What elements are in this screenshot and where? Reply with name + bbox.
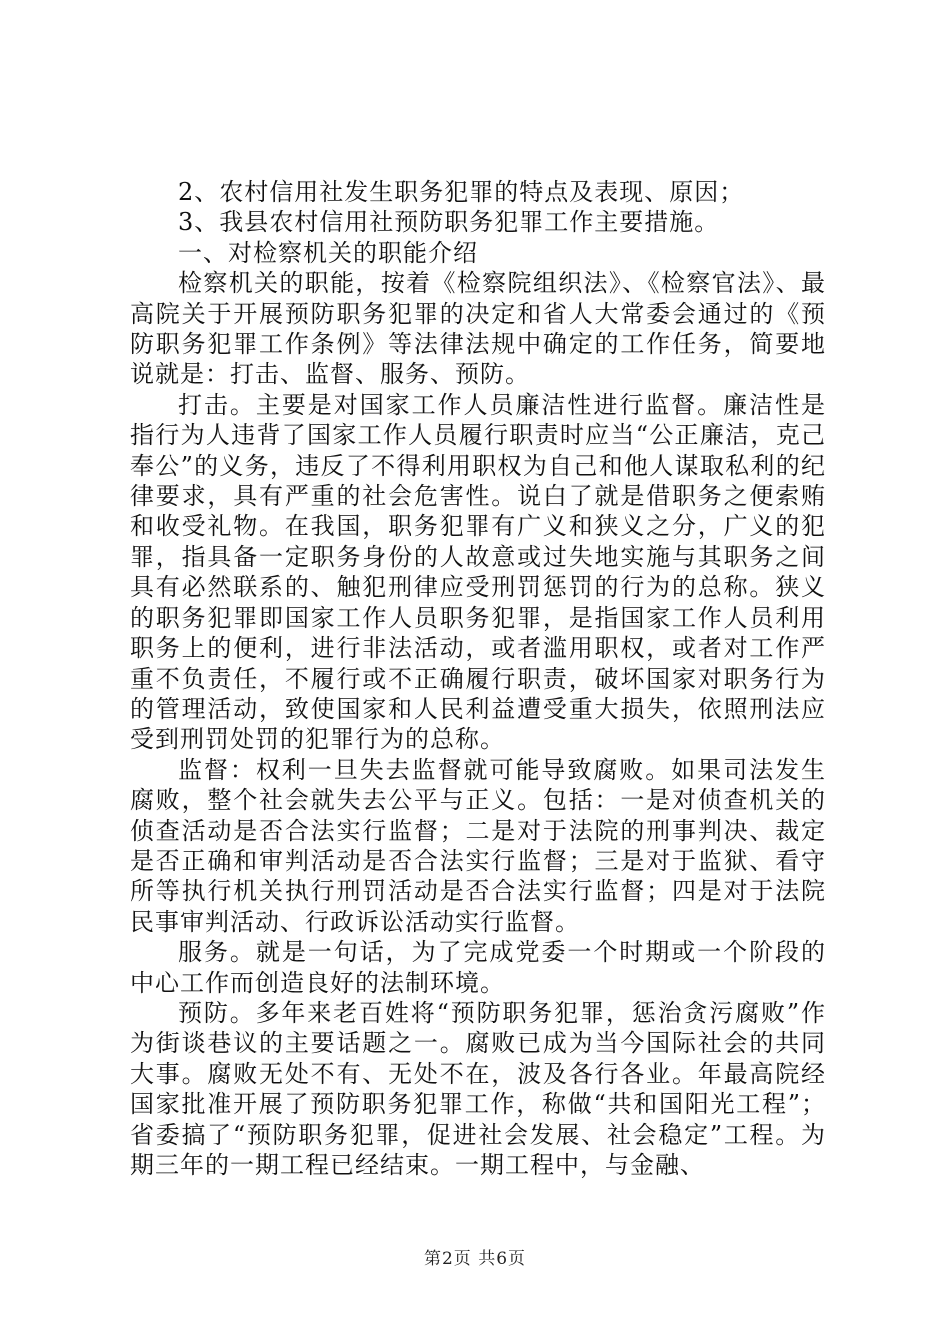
paragraph-item-3: 3、我县农村信用社预防职务犯罪工作主要措施。	[178, 208, 720, 237]
section-heading-1: 一、对检察机关的职能介绍	[178, 238, 478, 267]
page-number: 第2页 共6页	[423, 1249, 527, 1269]
paragraph-strike: 打击。主要是对国家工作人员廉洁性进行监督。廉洁性是指行为人违背了国家工作人员履行职责时应当“公正廉洁，克己奉公”的义务，违反了不得利用职权为自己和他人谋取私利的纪律要求，具有严重的社会危害性。说白了就是借职务之便索贿和收受礼物。在我国，职务犯罪有广义和狭义之分，广义的犯罪，指具备一定职务身份的人故意或过失地实施与其职务之间具有必然联系的、触犯刑律应受刑罚惩罚的行为的总称。狭义的职务犯罪即国家工作人员职务犯罪，是指国家工作人员利用职务上的便利，进行非法活动，或者滥用职权，或者对工作严重不负责任，不履行或不正确履行职责，破坏国家对职务行为的管理活动，致使国家和人民利益遭受重大损失，依照刑法应受到刑罚处罚的犯罪行为的总称。	[130, 390, 826, 754]
document-body	[130, 177, 826, 1180]
paragraph-item-2: 2、农村信用社发生职务犯罪的特点及表现、原因；	[178, 178, 745, 206]
paragraph-supervision: 监督：权利一旦失去监督就可能导致腐败。如果司法发生腐败，整个社会就失去公平与正义。包括：一是对侦查机关的侦查活动是否合法实行监督；二是对于法院的刑事判决、裁定是否正确和审判活动是否合法实行监督；三是对于监狱、看守所等执行机关执行刑罚活动是否合法实行监督；四是对于法院民事审判活动、行政诉讼活动实行监督。	[130, 755, 826, 936]
paragraph-functions-intro: 检察机关的职能，按着《检察院组织法》、《检察官法》、最高院关于开展预防职务犯罪的决定和省人大常委会通过的《预防职务犯罪工作条例》等法律法规中确定的工作任务，简要地说就是：打击、监督、服务、预防。	[130, 269, 826, 389]
paragraph-prevention: 预防。多年来老百姓将“预防职务犯罪，惩治贪污腐败”作为街谈巷议的主要话题之一。腐败已成为当今国际社会的共同大事。腐败无处不有、无处不在，波及各行各业。年最高院经国家批准开展了预防职务犯罪工作，称做“共和国阳光工程”；省委搞了“预防职务犯罪，促进社会发展、社会稳定”工程。为期三年的一期工程已经结束。一期工程中，与金融、	[130, 998, 826, 1179]
paragraph-service: 服务。就是一句话，为了完成党委一个时期或一个阶段的中心工作而创造良好的法制环境。	[130, 938, 826, 997]
